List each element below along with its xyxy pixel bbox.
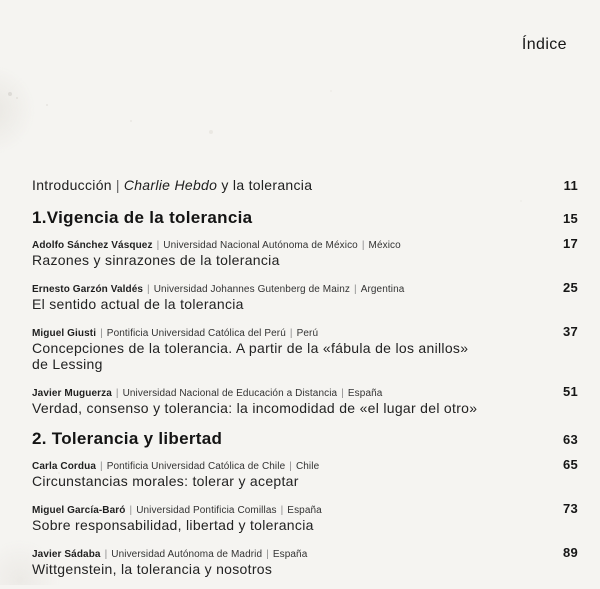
pipe-separator: | [289,328,293,339]
author-name: Javier Muguerza [32,388,112,399]
author-country: España [347,388,383,399]
intro-italic-title: Charlie Hebdo [123,177,218,193]
author-line [32,505,549,517]
toc-entry-chapter [32,324,578,372]
author-country: España [272,549,308,560]
author-name: Miguel Giusti [32,328,97,339]
author-line [32,549,549,561]
pipe-separator: | [115,388,119,399]
pipe-separator: | [289,461,292,472]
table-of-contents [32,176,578,589]
toc-entry-chapter [32,545,578,577]
author-line [32,388,549,400]
page-number: 25 [562,280,578,295]
toc-entry-chapter [32,236,578,268]
toc-section-heading-2 [32,428,578,450]
author-affiliation: Universidad Johannes Gutenberg de Mainz [153,284,350,295]
chapter-title: Wittgenstein, la tolerancia y nosotros [32,561,273,577]
author-line [32,328,549,340]
author-name: Ernesto Garzón Valdés [32,284,144,295]
section-label: 1.Vigencia de la tolerancia [32,208,253,227]
author-affiliation: Universidad Autónoma de Madrid [111,549,263,560]
author-country: Argentina [360,284,405,295]
author-name: Adolfo Sánchez Vásquez [32,240,153,251]
page-title: Índice [521,36,567,53]
pipe-separator: | [156,240,160,251]
chapter-title: El sentido actual de la tolerancia [32,296,244,312]
pipe-separator: | [115,177,120,193]
toc-entry-chapter [32,457,578,489]
author-affiliation: Pontificia Universidad Católica del Perú [106,328,286,339]
author-country: México [368,240,401,251]
pipe-separator: | [147,284,150,295]
page-number: 51 [562,384,578,399]
author-country: España [287,505,322,516]
intro-label: Introducción [32,177,112,193]
author-line [32,284,549,296]
author-country: Chile [295,461,320,472]
pipe-separator: | [353,284,357,295]
author-affiliation: Universidad Pontificia Comillas [136,505,277,516]
author-affiliation: Universidad Nacional Autónoma de México [163,240,358,251]
toc-entry-intro [32,176,578,195]
chapter-title: Circunstancias morales: tolerar y aceptar [32,473,299,489]
pipe-separator: | [100,328,103,339]
pipe-separator: | [100,461,103,472]
author-name: Miguel García-Baró [32,505,126,516]
toc-entry-chapter [32,501,578,533]
author-affiliation: Universidad Nacional de Educación a Distancia [122,388,338,399]
pipe-separator: | [104,549,108,560]
chapter-title: Sobre responsabilidad, libertad y tolerancia [32,517,314,533]
toc-entry-chapter [32,384,578,416]
author-line [32,240,549,252]
section-label: 2. Tolerancia y libertad [32,429,223,448]
page-number: 15 [562,211,578,226]
author-country: Perú [296,328,319,339]
author-affiliation: Pontificia Universidad Católica de Chile [106,461,286,472]
toc-entry-chapter [32,280,578,312]
chapter-title: Concepciones de la tolerancia. A partir de la «fábula de los anillos» [32,340,469,356]
page-number: 37 [562,324,578,339]
intro-title-rest: y la tolerancia [221,177,313,193]
author-line [32,461,549,473]
pipe-separator: | [341,388,344,399]
page-number: 11 [563,178,578,193]
page-number: 65 [562,457,578,472]
intro-text [32,176,564,194]
page-number: 89 [562,545,578,560]
author-name: Carla Cordua [32,461,96,472]
page-number: 73 [562,501,578,516]
pipe-separator: | [129,505,133,516]
page-number: 63 [562,432,578,447]
chapter-title: Razones y sinrazones de la tolerancia [32,252,280,268]
chapter-title: Verdad, consenso y tolerancia: la incomodidad de «el lugar del otro» [32,400,478,416]
pipe-separator: | [280,505,284,516]
pipe-separator: | [266,549,269,560]
page-number: 17 [562,236,578,251]
author-name: Javier Sádaba [32,549,101,560]
chapter-title-continuation: de Lessing [32,356,103,372]
toc-section-heading-1 [32,207,578,229]
pipe-separator: | [361,240,365,251]
scan-noise-speckles [0,0,2,2]
